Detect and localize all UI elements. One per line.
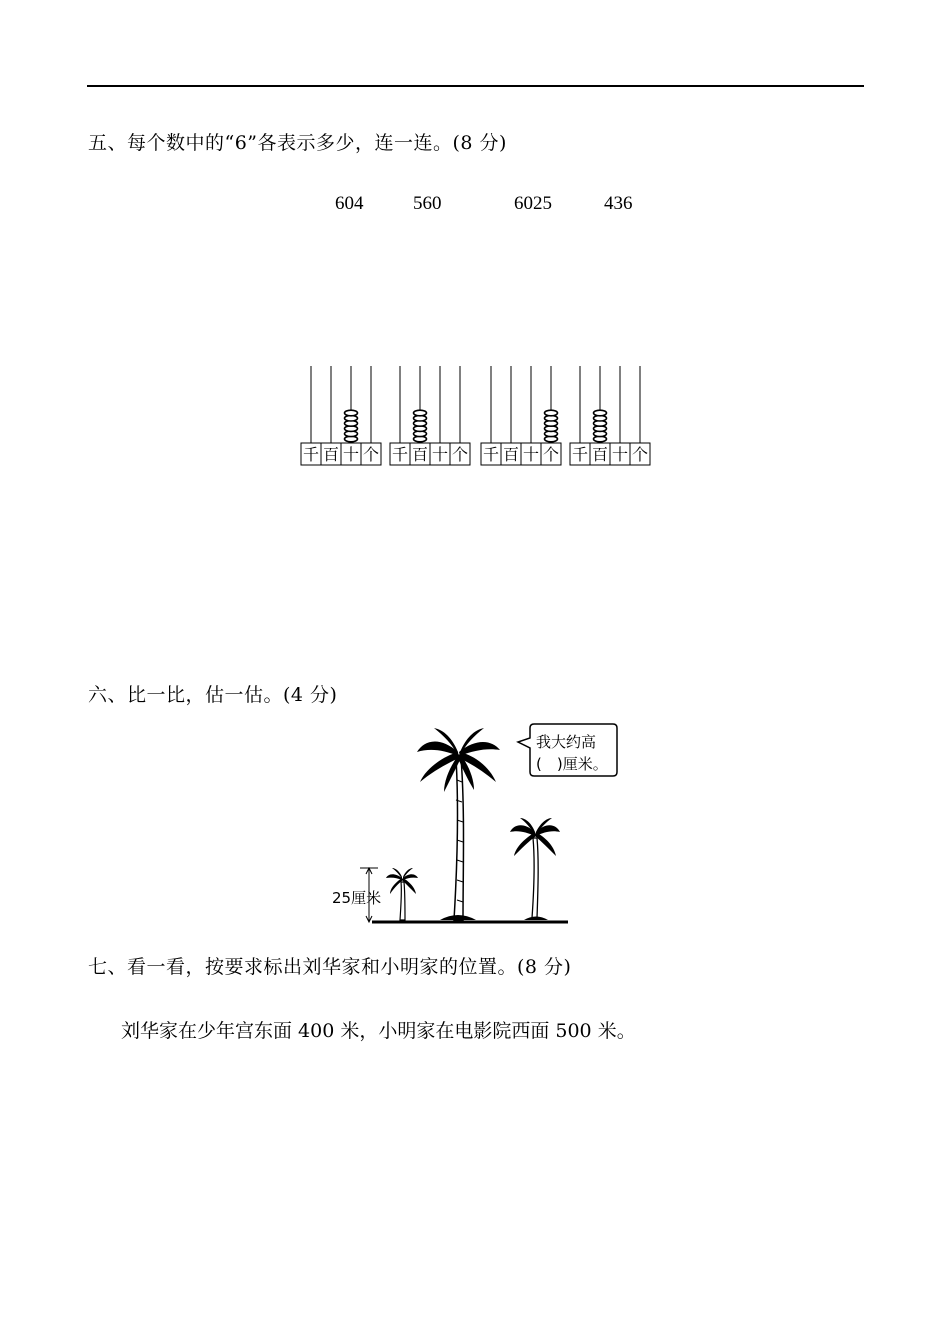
abacus-3 xyxy=(481,366,561,465)
number-604: 604 xyxy=(335,193,364,214)
abacus-2 xyxy=(390,366,470,465)
abacus-place-label: 千 xyxy=(391,445,409,464)
abacus-bead xyxy=(345,410,358,416)
bubble-line-2: ( )厘米。 xyxy=(536,755,608,773)
abacus-place-label: 个 xyxy=(631,445,649,464)
abacus-place-label: 十 xyxy=(522,445,540,464)
abacus-place-label: 百 xyxy=(322,445,340,464)
palm-tree-illustration xyxy=(320,720,630,930)
abacus-bead xyxy=(594,410,607,416)
abacus-place-label: 千 xyxy=(482,445,500,464)
abacus-place-label: 十 xyxy=(611,445,629,464)
abacus-place-label: 千 xyxy=(571,445,589,464)
height-label: 25厘米 xyxy=(332,889,382,907)
section7-title: 七、看一看，按要求标出刘华家和小明家的位置。(8 分) xyxy=(88,956,572,978)
section6-title: 六、比一比，估一估。(4 分) xyxy=(88,684,338,706)
tall-palm-tree xyxy=(417,728,500,920)
number-560: 560 xyxy=(413,193,442,214)
abacus-place-label: 百 xyxy=(411,445,429,464)
bubble-line-1: 我大约高 xyxy=(536,733,597,751)
number-436: 436 xyxy=(604,193,633,214)
abacus-1 xyxy=(301,366,381,465)
number-6025: 6025 xyxy=(514,193,552,214)
abacus-bead xyxy=(414,410,427,416)
abacus-bead xyxy=(545,410,558,416)
abacus-4 xyxy=(570,366,650,465)
abacus-place-label: 个 xyxy=(451,445,469,464)
section5-title: 五、每个数中的“6”各表示多少，连一连。(8 分) xyxy=(88,132,507,154)
section7-instruction: 刘华家在少年宫东面 400 米，小明家在电影院西面 500 米。 xyxy=(121,1020,636,1042)
abacus-place-label: 个 xyxy=(542,445,560,464)
abacus-place-label: 十 xyxy=(431,445,449,464)
abacus-place-label: 百 xyxy=(591,445,609,464)
small-palm-tree xyxy=(386,868,418,920)
medium-palm-tree xyxy=(510,818,560,920)
abacus-place-label: 百 xyxy=(502,445,520,464)
abacus-place-label: 十 xyxy=(342,445,360,464)
abacus-place-label: 千 xyxy=(302,445,320,464)
abacus-place-label: 个 xyxy=(362,445,380,464)
